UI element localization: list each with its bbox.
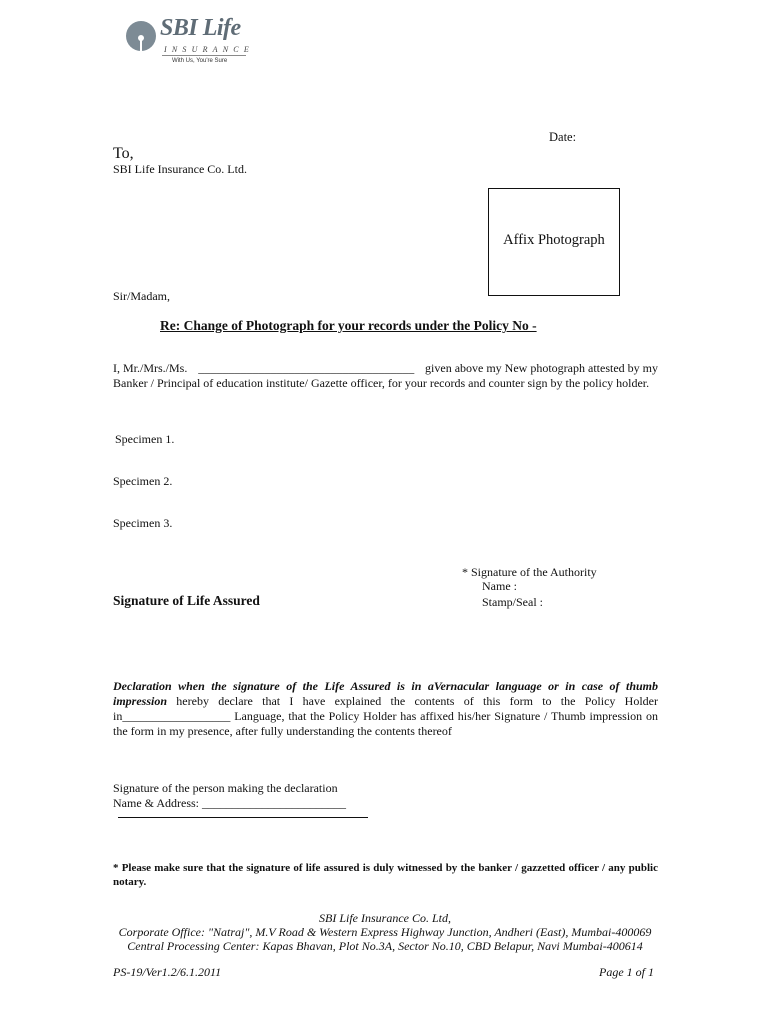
declarant-name-address: Name & Address: ________________________ (113, 796, 346, 810)
specimen-1: Specimen 1. (115, 432, 175, 446)
photo-box-label: Affix Photograph (503, 232, 605, 248)
logo-divider (162, 55, 246, 56)
declarant-signature: Signature of the person making the declaration (113, 781, 338, 795)
specimen-3: Specimen 3. (113, 516, 173, 530)
witness-note: * Please make sure that the signature of life assured is duly witnessed by the banker / gazzetted officer / any public notary. (113, 862, 658, 888)
page-number: Page 1 of 1 (599, 965, 654, 979)
body-suffix: given above my New photograph attested by my (425, 361, 658, 375)
declaration-paragraph (113, 679, 658, 739)
footer-processing-center: Central Processing Center: Kapas Bhavan, Plot No.3A, Sector No.10, CBD Belapur, Navi Mumbai-400614 (127, 939, 643, 953)
authority-signature: * Signature of the Authority (462, 565, 597, 579)
name-blank: ____________________________________ (198, 361, 415, 375)
logo-name: SBI Life (160, 15, 241, 41)
sbi-keyhole-icon (126, 21, 156, 51)
footer-company: SBI Life Insurance Co. Ltd, (319, 911, 451, 925)
to-label: To, (113, 145, 134, 162)
sbi-life-logo (126, 16, 266, 66)
body-paragraph (113, 361, 658, 391)
form-code: PS-19/Ver1.2/6.1.2011 (113, 965, 222, 979)
affix-photograph-box (488, 188, 620, 296)
authority-name: Name : (482, 579, 517, 593)
declaration-heading: Declaration when the signature of the Life Assured is in aVernacular language or in case of thumb impression (113, 679, 658, 708)
declaration-text-1: hereby declare that I have explained the contents of this form to the Policy Holder in (113, 694, 658, 723)
body-line2: Banker / Principal of education institute/ Gazette officer, for your records and counter sign by the policy holder. (113, 376, 650, 390)
salutation: Sir/Madam, (113, 289, 170, 303)
signature-life-assured: Signature of Life Assured (113, 593, 260, 608)
language-blank: __________________ (122, 709, 231, 723)
specimen-2: Specimen 2. (113, 474, 173, 488)
footer-corporate-office: Corporate Office: "Natraj", M.V Road & Western Express Highway Junction, Andheri (East), Mumbai-400069 (118, 925, 652, 939)
date-label: Date: (549, 130, 577, 144)
authority-stamp: Stamp/Seal : (482, 595, 543, 609)
company-name: SBI Life Insurance Co. Ltd. (113, 162, 247, 176)
logo-insurance: INSURANCE (164, 45, 254, 54)
logo-tagline: With Us, You're Sure (172, 58, 228, 64)
body-prefix: I, Mr./Mrs./Ms. (113, 361, 188, 375)
address-line (118, 817, 368, 818)
declaration-text-2: Language, that the Policy Holder has affixed his/her Signature / Thumb impression on the form in my presence, after fully understanding the contents thereof (113, 709, 659, 738)
subject-line: Re: Change of Photograph for your records under the Policy No - (160, 318, 537, 333)
